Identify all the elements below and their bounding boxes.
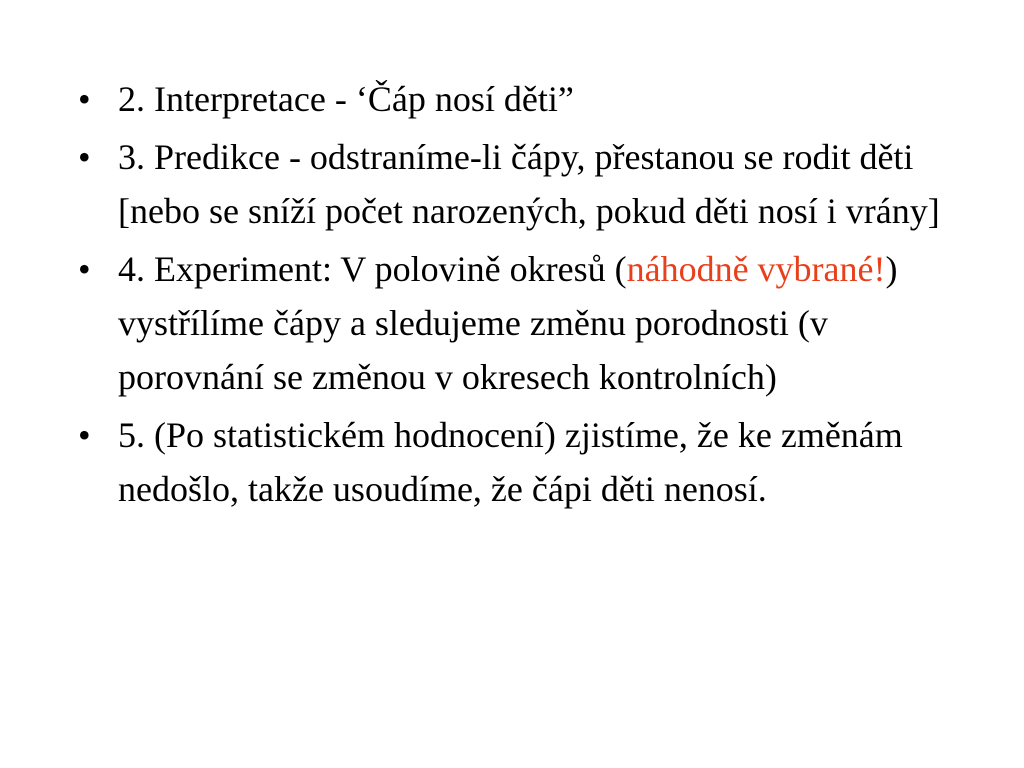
bullet-item-prediction bbox=[78, 130, 958, 238]
bullet-list bbox=[78, 72, 958, 520]
bullet-item-conclusion bbox=[78, 408, 958, 516]
bullet-icon: • bbox=[78, 415, 91, 455]
bullet-item-experiment bbox=[78, 242, 958, 404]
bullet-icon: • bbox=[78, 79, 91, 119]
bullet-text: 3. Predikce - odstraníme-li čápy, přestanou se rodit děti [nebo se sníží počet narozených, pokud děti nosí i vrány] bbox=[118, 137, 940, 231]
bullet-text: 2. Interpretace - ‘Čáp nosí děti” bbox=[118, 79, 574, 119]
bullet-text: 5. (Po statistickém hodnocení) zjistíme, že ke změnám nedošlo, takže usoudíme, že čápi děti nenosí. bbox=[118, 415, 903, 509]
bullet-icon: • bbox=[78, 137, 91, 177]
bullet-text bbox=[118, 249, 897, 397]
bullet-icon: • bbox=[78, 249, 91, 289]
highlighted-text: náhodně vybrané! bbox=[626, 249, 886, 289]
bullet-item-interpretation bbox=[78, 72, 958, 126]
bullet-text-part: ) vystřílíme čápy a sledujeme změnu porodnosti (v porovnání se změnou v okresech kontrolních) bbox=[118, 249, 898, 397]
bullet-text-part: 4. Experiment: V polovině okresů ( bbox=[118, 249, 627, 289]
